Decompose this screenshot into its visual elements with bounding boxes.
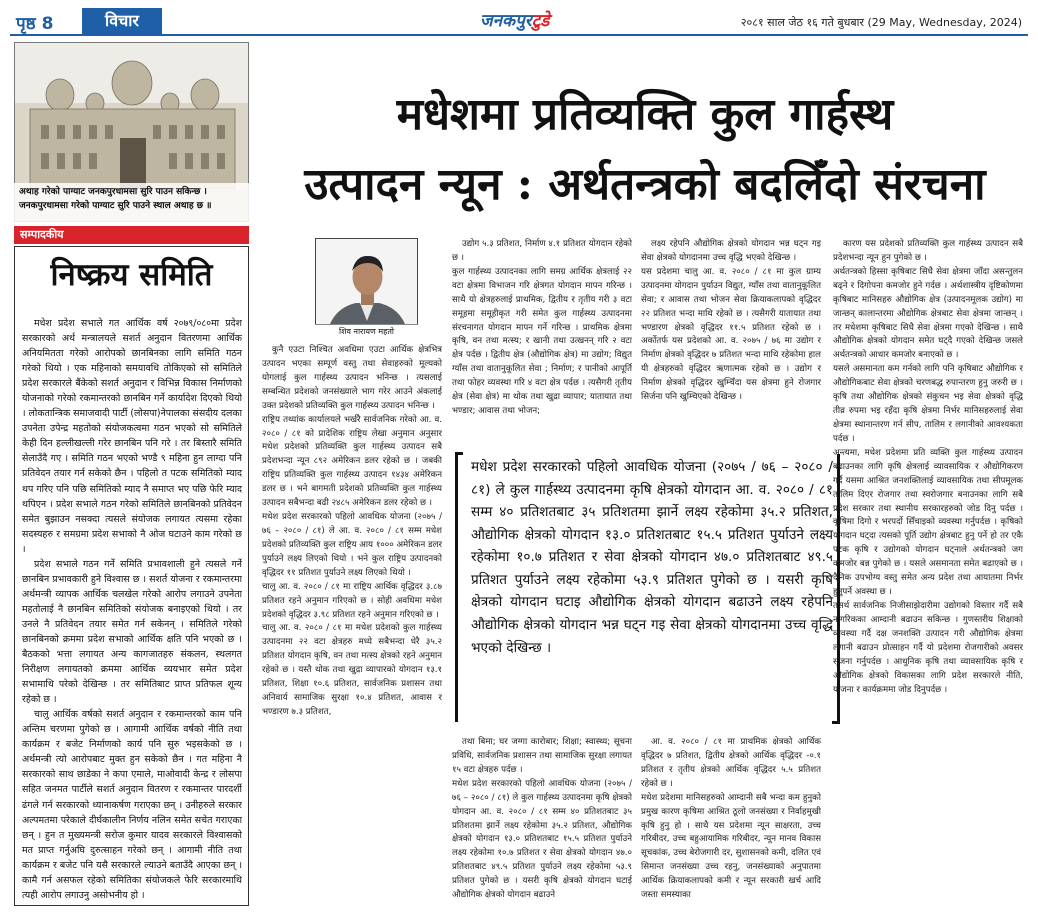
article-column-2 — [452, 238, 632, 448]
photo-caption: अथाह गरेको पाग्याट जनकपुरधामसा सुरि पाउन सकिन्छ । जनकपुरधामसा गरेको पाग्याट सुरि पाउने स्थाल अथाह छ ॥ — [14, 183, 249, 223]
headline-line-1: मधेशमा प्रतिव्यक्ति कुल गार्हस्थ — [396, 89, 894, 140]
page-header — [10, 8, 1028, 36]
article-text: कारण यस प्रदेशको प्रतिव्यक्ति कुल गार्हस्थ्य उत्पादन सबै प्रदेशभन्दा न्यून हुन पुगेको छ । अर्थतन्त्रको हिस्सा कृषिबाट सिधै सेवा क्षेत्रमा जाँदा असन्तुलन बढ्ने र दिगोपना कमजोर हुने गर्दछ । अर्थशास्त्रीय दृष्टिकोणमा कृषिबाट मानिसहरु औद्योगिक क्षेत्र (उत्पादनमूलक उद्योग) मा जान्छन् कालान्तरमा औद्योगिक क्षेत्रबाट सेवा क्षेत्रमा जान्छन् । तर मधेशमा कृषिबाट सिधै सेवा क्षेत्रमा गएको देखिन्छ । साथै औद्योगिक क्षेत्रको योगदान समेत घट्दै गएको देखिन्छ जसले अर्थतन्त्रको आधार कमजोर बनाएको छ । यसले असमानता कम गर्नको लागि पनि कृषिबाट औद्योगिक र औद्योगिकबाट सेवा क्षेत्रको चरणबद्ध रुपान्तरण हुनु जरुरी छ । कृषि तथा औद्योगिक क्षेत्रको संकुचन भइ सेवा क्षेत्रको वृद्धि तीव्र रुपमा भइ रहँदा कृषि क्षेत्रमा निर्भर मानिसहरुलाई सेवा क्षेत्रमा स्थानान्तरण गर्न सीप, तालिम र लगानीको आवश्यकता पर्दछ । अन्त्यमा, मधेश प्रदेशमा प्रति व्यक्ति कुल गार्हस्थ्य उत्पादन बढाउनका लागि कृषि क्षेत्रलाई व्यावसायिक र औद्योगिकरण गर्दै यसमा आश्रित जनशक्तिलाई व्यावसायिक तथा सीपमूलक तालिम दिएर रोजगार तथा स्वरोजगार बनाउनका लागि सबै प्रदेश सरकार तथा स्थानीय सरकारहरुको जोड दिनु पर्दछ । कृषिमा दिगो र भरपर्दो सिँचाइको व्यवस्था गर्नुपर्दछ । कृषिको योगदान घट्दा त्यसको पूर्ति उद्योग क्षेत्रबाट हुनु पर्ने हो तर एकै पटक कृषि र उद्योगको योगदान घट्नाले अर्थतन्त्रको जग कमजोर बन्न पुगेको छ । यसले असमानता समेत बढाएको छ । दैनिक उपभोग्य वस्तु समेत अन्य प्रदेश तथा आयातमा निर्भर हुनुपर्ने अवस्था छ । तसर्थ सार्वजनिक निजीसाझेदारीमा उद्योगको विस्तार गर्दै सबै नागरिकका आम्दानी बढाउन सकिन्छ । गुणस्तरीय शिक्षाको व्यवस्था गर्दै दक्ष जनशक्ति उत्पादन गरी औद्योगिक क्षेत्रमा लगानी बढाउन प्रोत्साहन गर्दै यो प्रदेशमा रोजगारीको अवसर सृजना गर्नुपर्दछ । आधुनिक कृषि तथा व्यावसायिक कृषि र औद्योगिक क्षेत्रको विकासका लागि प्रदेश सरकारले नीति, योजना र कार्यक्रममा जोड दिनुपर्दछ । — [833, 239, 1023, 695]
masthead-main: जनकपुर — [480, 11, 532, 31]
article-column-4 — [833, 238, 1023, 910]
main-headline — [260, 80, 1030, 219]
editorial-tab: सम्पादकीय — [14, 226, 249, 244]
author-name: शिव नारायण महतो — [315, 324, 418, 338]
article-text: कुनै एउटा निश्चित अवधिमा एउटा आर्थिक क्षेत्रभित्र उत्पादन भएका सम्पूर्ण वस्तु तथा सेवाहरुको मूल्यको योगलाई कुल गार्हस्थ्य उत्पादन भनिन्छ । त्यसलाई सम्बन्धित प्रदेशको जनसंख्याले भाग गरेर आउने अंकलाई उक्त प्रदेशको प्रतिव्यक्ति कुल गार्हस्थ्य उत्पादन भनिन्छ । राष्ट्रिय तथ्यांक कार्यालयले भर्खरै सार्वजनिक गरेको आ. व. २०८० / ८१ को प्रादेशिक राष्ट्रिय लेखा अनुमान अनुसार मधेश प्रदेशको प्रतिव्यक्ति कुल गार्हस्थ्य उत्पादन सबै प्रदेशभन्दा न्यून ८९२ अमेरिकन डलर रहेको छ । जबकी राष्ट्रिय प्रतिव्यक्ति कुल गार्हस्थ्य उत्पादन १४३४ अमेरिकन डलर छ । भने बागमती प्रदेशको प्रतिव्यक्ति कुल गार्हस्थ्य उत्पादन सबैभन्दा बढी २४८५ अमेरिकन डलर रहेको छ । मधेश प्रदेश सरकारको पहिलो आवधिक योजना (२०७५ / ७६ – २०८० / ८१) ले आ. व. २०८० / ८१ सम्म मधेश प्रदेशको प्रतिव्यक्ति कुल राष्ट्रिय आय १००० अमेरिकन डलर पुर्याउने लक्ष्य लिएको थियो । भने कुल राष्ट्रिय उत्पादनको वृद्धिदर ११ प्रतिशत पुर्याउने लक्ष्य लिएको थियो । चालु आ. व. २०८० / ८१ मा राष्ट्रिय आर्थिक वृद्धिदर ३.८७ प्रतिशत रहने अनुमान गरिएको छ । सोही अवधिमा मधेश प्रदेशको वृद्धिदर ३.९८ प्रतिशत रहने अनुमान गरिएको छ । चालु आ. व. २०८० / ८१ मा मधेश प्रदेशको कुल गार्हस्थ्य उत्पादनमा २२ वटा क्षेत्रहरु मध्ये सबैभन्दा धेरै ३५.२ प्रतिशत योगदान कृषि, वन तथा मत्स्य क्षेत्रको रहने अनुमान रहेको छ । यस्तै थोक तथा खुद्रा व्यापारको योगदान १३.१ प्रतिशत, शिक्षा १०.६ प्रतिशत, सार्वजनिक प्रशासन तथा अनिवार्य सामाजिक सुरक्षा १०.४ प्रतिशत, आवास र भण्डारण ७.३ प्रतिशत, — [262, 345, 442, 717]
article-text: उद्योग ५.३ प्रतिशत, निर्माण ४.१ प्रतिशत योगदान रहेको छ । कुल गार्हस्थ्य उत्पादनका लागि समग्र आर्थिक क्षेत्रलाई २२ वटा क्षेत्रमा विभाजन गरि क्षेत्रगत योगदान मापन गरिन्छ । साथै यो क्षेत्रहरुलाई प्राथमिक, द्वितीय र तृतीय गरी ३ वटा समूहमा समूहीकृत गरी समेत कुल गार्हस्थ्य उत्पादनमा संरचनागत योगदान मापन गर्ने गरिन्छ । प्राथमिक क्षेत्रमा कृषि, वन तथा मत्स्य; र खानी तथा उत्खनन् गरि २ वटा क्षेत्र पर्दछ । द्वितीय क्षेत्र (औद्योगिक क्षेत्र) मा उद्योग; विद्युत ग्याँस तथा वातानुकूलित सेवा ; निर्माण; र पानीको आपूर्ति तथा फोहर व्यवस्था गरि ४ वटा क्षेत्र पर्दछ । त्यसैगरी तृतीय क्षेत्र (सेवा क्षेत्र) मा थोक तथा खुद्रा व्यापार; यातायात तथा भण्डार; आवास तथा भोजन; — [452, 239, 632, 417]
masthead-logo — [480, 8, 549, 31]
page-number: पृष्ठ 8 — [16, 14, 54, 34]
article-text: आ. व. २०८० / ८१ मा प्राथमिक क्षेत्रको आर्थिक वृद्धिदर ७ प्रतिशत, द्वितीय क्षेत्रको आर्थिक वृद्धिदर -०.१ प्रतिशत र तृतीय क्षेत्रको आर्थिक वृद्धिदर ५.५ प्रतिशत रहेको छ । मधेश प्रदेशमा मानिसहरुको आम्दानी सबै भन्दा कम हुनुको प्रमुख कारण कृषिमा आश्रित ठूलो जनसंख्या र निर्वाहमुखी कृषि हुनु हो । साथै यस प्रदेशमा न्यून साक्षरता, उच्च गरिबीदर, उच्च बहुआयामिक गरिबीदर, न्यून मानव विकास सूचकांक, उच्च बेरोजगारी दर, सुशासनको कमी, दलित एवं सिमान्त जनसंख्या उच्च रहनु, जनसंख्याको अनुपातमा आर्थिक क्रियाकलापको कमी र न्यून सरकारी खर्च आदि जस्ता समस्याका — [641, 737, 821, 901]
pull-quote-bracket-right — [832, 454, 840, 724]
article-column-5 — [452, 736, 632, 910]
headline-line-2: उत्पादन न्यून : अर्थतन्त्रको बदलिँदो संरचना — [304, 158, 986, 210]
editorial-paragraph: चालु आर्थिक वर्षको सशर्त अनुदान र रकमान्तरको काम पनि अन्तिम चरणमा पुगेको छ । आगामी आर्थिक वर्षको नीति तथा कार्यक्रम र बजेट निर्माणको कार्य पनि सुरु भइसकेको छ । अर्थमन्त्री त्यो आरोपबाट मुक्त हुन सकेको छैन । गत महिना नै सरकारको साथ छाडेका ने कपा एमाले, माओवादी केन्द्र र लोसपा सहित जनमत पार्टीले सशर्त अनुदान वितरण र रकमान्तर पारदर्शी ढंगले गर्न सरकारको ध्यानाकर्षण गराएका छन् । उनीहरुले सरकार अल्पमतमा परेकाले दीर्घकालीन निर्णय नलिन समेत सचेत गराएका छन् । हुन त मुख्यमन्त्री सरोज कुमार यादव सरकारले विश्वासको मत प्राप्त गर्नुअघि दुरुत्साहन गरेको छन् । आगामी नीति तथा कार्यक्रम र बजेट पनि यसै सरकारले ल्याउने बताउँदै आएका छन् । कामै गर्न असफल रहेको समितिका संयोजकले फेरि सरकारमाथि त्यही आरोप लगाउनु असोभनीय हो । — [22, 709, 242, 901]
article-column-6 — [641, 736, 821, 910]
article-column-1 — [262, 344, 442, 910]
pull-quote-bracket-left — [455, 452, 463, 722]
article-text: लक्ष्य रहेपनि औद्योगिक क्षेत्रको योगदान भन्न घट्न गइ सेवा क्षेत्रको योगदानमा उच्च वृद्धि भएको देखिन्छ । यस प्रदेशमा चालु आ. व. २०८० / ८१ मा कुल ग्राम्य उत्पादनमा योगदान पुर्याउन विद्युत, ग्याँस तथा वातानुकूलित सेवा; र आवास तथा भोजन सेवा क्रियाकलापको वृद्धिदर २२ प्रतिशत भन्दा माथि रहेको छ । त्यसैगरी यातायात तथा भण्डारण क्षेत्रको वृद्धिदर ११.५ प्रतिशत रहेको छ । अर्कोतर्फ यस प्रदेशको आ. व. २०७५ / ७६ मा उद्योग र निर्माण क्षेत्रको वृद्धिदर ७ प्रतिशत भन्दा माथि रहेकोमा हाल यी क्षेत्रहरुको वृद्धिदर ऋणात्मक रहेको छ । उद्योग र निर्माण क्षेत्रको वृद्धिदर खुम्चिँदा यस क्षेत्रमा हुने रोजगार सिर्जना पनि खुम्चिएको देखिन्छ । — [641, 239, 821, 403]
dateline: २०८१ साल जेठ १६ गते बुधबार (29 May, Wednesday, 2024) — [740, 16, 1022, 29]
pull-quote-text: मधेश प्रदेश सरकारको पहिलो आवधिक योजना (२०७५ / ७६ – २०८० / ८१) ले कुल गार्हस्थ्य उत्पादनमा कृषि क्षेत्रको योगदान आ. व. २०८० / ८१ सम्म ४० प्रतिशतबाट ३५ प्रतिशतमा झार्ने लक्ष्य रहेकोमा ३५.२ प्रतिशत, औद्योगिक क्षेत्रको योगदान १३.० प्रतिशतबाट १५.५ प्रतिशत पुर्याउने लक्ष्य रहेकोमा १०.७ प्रतिशत र सेवा क्षेत्रको योगदान ४७.० प्रतिशतबाट ४९.५ प्रतिशत पुर्याउने लक्ष्य रहेकोमा ५३.९ प्रतिशत पुगेको छ । यसरी कृषि क्षेत्रको योगदान घटाइ औद्योगिक क्षेत्रको योगदान बढाउने लक्ष्य रहेपनि औद्योगिक क्षेत्रको योगदान भन्न घट्न गइ सेवा क्षेत्रको योगदानमा उच्च वृद्धि भएको देखिन्छ । — [471, 459, 833, 656]
author-photo — [315, 238, 418, 338]
editorial-body — [22, 316, 242, 904]
editorial-paragraph: प्रदेश सभाले गठन गर्ने समिति प्रभावशाली हुने त्यसले गर्ने छानबिन प्रभावकारी हुने विश्वास छ । सशर्त योजना र रकमान्तरमा अर्थमन्त्री व्यापक आर्थिक चलखेल गरेको आरोप लगाउने उपनेता महतोलाई नै छानबिन समितिको संयोजक बनाइएको थियो । तर उनले नै प्रतिवेदन तयार समेत गर्न सकेनन् । समितिले गरेको छानबिनको क्रममा प्रदेश सभाको आर्थिक क्षति पनि भएको छ । बैठकको भत्ता लगायत अन्य कागजातहरु संकलन, स्थलगत निरीक्षण लगायतको क्रममा आर्थिक व्ययभार समेत प्रदेश सभामाथि परेको देखिन्छ । तर समितिबाट प्राप्त प्रतिफल शून्य रहेको छ । — [22, 558, 242, 706]
article-column-3 — [641, 238, 821, 448]
editorial-paragraph: मधेश प्रदेश सभाले गत आर्थिक वर्ष २०७९/०८०मा प्रदेश सरकारको अर्थ मन्त्रालयले सशर्त अनुदान वितरणमा आर्थिक अनियमितता गरेको आरोपको छानबिनका लागि समिति गठन गरेको थियो । एक महिनाको समयावधि तोकिएको सो समितिले प्रदेश सरकारले बैंकेको सशर्त अनुदान र विभिन्न विकास निर्माणको योजनाको गरेको रकमान्तरको छानबिन गर्ने कार्यादेश दिएको थियो । लोकतान्त्रिक समाजवादी पार्टी (लोसपा)नेपालका संसदीय दलका उपनेता उपेन्द्र महतोको संयोजकत्वमा गठन भएको सो समितिले केही दिन हल्लीखल्ली गरेर छानबिन पनि गरे । तर बिस्तारै समिति सेलाउँदै गए । समिति गठन भएको भण्डै ९ महिना हुन लाग्दा पनि प्रतिवेदन तयार गर्न सकेको छैन । पहिलो त पटक समितिको म्याद थप गरिए पनि पछि समितिको म्याद नै समाप्त भए पछि फेरि म्याद थपिएन । प्रदेश सभाले गठन गरेको समितिले छानबिनको प्रतिवेदन समेत बुझाउन नसक्दा त्यसले संयोजक लगायत त्यसमा रहेका सदस्यहरु र समग्रमा प्रदेश सभाको नै ओज घटाउने काम गरेको छ । — [22, 318, 242, 555]
article-text: तथा बिमा; घर जग्गा कारोबार; शिक्षा; स्वास्थ्य; सूचना प्रविधि, सार्वजनिक प्रशासन तथा सामाजिक सुरक्षा लगायत १५ वटा क्षेत्रहरु पर्दछ । मधेश प्रदेश सरकारको पहिलो आवधिक योजना (२०७५ / ७६ – २०८० / ८१) ले कुल गार्हस्थ्य उत्पादनमा कृषि क्षेत्रको योगदान आ. व. २०८० / ८१ सम्म ४० प्रतिशतबाट ३५ प्रतिशतमा झार्ने लक्ष्य रहेकोमा ३५.२ प्रतिशत, औद्योगिक क्षेत्रको योगदान १३.० प्रतिशतबाट १५.५ प्रतिशत पुर्याउने लक्ष्य रहेकोमा १०.७ प्रतिशत र सेवा क्षेत्रको योगदान ४७.० प्रतिशतबाट ४९.५ प्रतिशत पुर्याउने लक्ष्य रहेकोमा ५३.९ प्रतिशत पुगेको छ । यसरी कृषि क्षेत्रको योगदान घटाई औद्योगिक क्षेत्रको योगदान बढाउने — [452, 737, 632, 901]
pull-quote — [455, 452, 840, 730]
editorial-title: निष्क्रय समिति — [50, 257, 213, 293]
masthead-accent: टुडे — [531, 11, 550, 31]
section-label: विचार — [82, 8, 162, 34]
